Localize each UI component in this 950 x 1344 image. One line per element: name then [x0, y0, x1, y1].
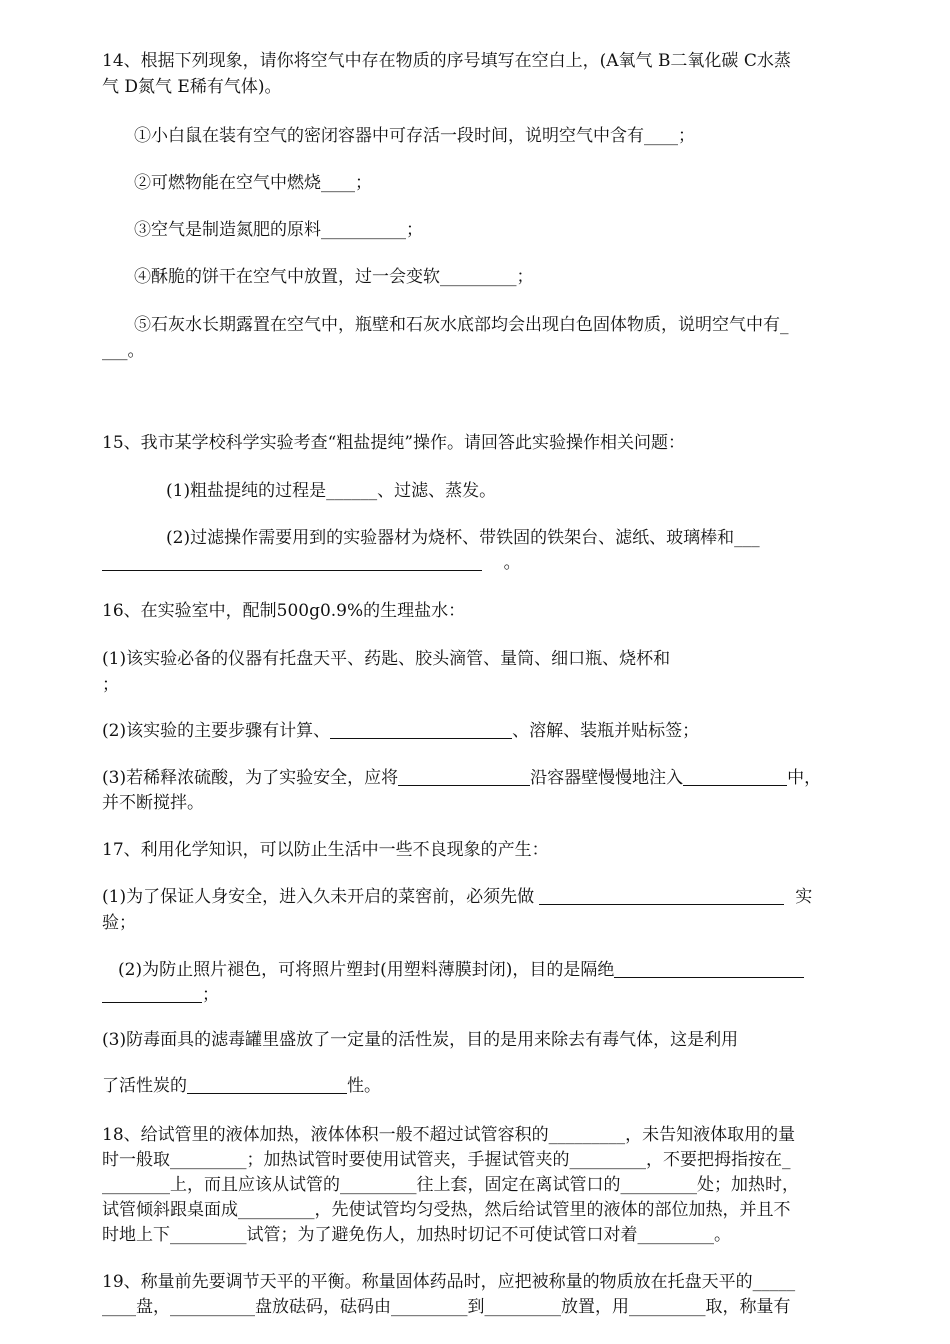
q16-part-2-text-end: 、溶解、装瓶并贴标签； — [512, 721, 700, 741]
q16-part-3-text-mid: 沿容器壁慢慢地注入 — [530, 768, 684, 788]
q19-line-1: 19、称量前先要调节天平的平衡。称量固体药品时，应把被称量的物质放在托盘天平的_____ — [102, 1272, 796, 1292]
q14-line-2: 气 D氮气 E稀有气体)。 — [102, 77, 282, 97]
q14-item-5: ⑤石灰水长期露置在空气中，瓶壁和石灰水底部均会出现白色固体物质，说明空气中有_ — [134, 315, 789, 335]
q15-title: 15、我市某学校科学实验考查“粗盐提纯”操作。请回答此实验操作相关问题： — [102, 433, 686, 453]
q15-part-2-cont — [102, 550, 521, 576]
q17-part-1-cont: 验； — [102, 913, 136, 933]
q18-line-1: 18、给试管里的液体加热，液体体积一般不超过试管容积的_________，未告知液体取用的量 — [102, 1125, 796, 1145]
q16-part-1: (1)该实验必备的仪器有托盘天平、药匙、胶头滴管、量筒、细口瓶、烧杯和 — [102, 649, 671, 669]
q16-part-3-cont: 并不断搅拌。 — [102, 793, 204, 813]
q16-part-3-text: (3)若稀释浓硫酸，为了实验安全，应将 — [102, 768, 399, 788]
q14-item-2: ②可燃物能在空气中燃烧____； — [134, 173, 372, 193]
answer-blank — [187, 1075, 347, 1094]
q16-part-2 — [102, 718, 699, 744]
q18-line-2: 时一般取_________；加热试管时要使用试管夹，手握试管夹的_________，不要把拇指按在_ — [102, 1150, 791, 1170]
q18-line-4: 试管倾斜跟桌面成_________，先使试管均匀受热，然后给试管里的液体的部位加热，并且不 — [102, 1200, 791, 1220]
q15-part-2-end: 。 — [503, 553, 521, 573]
q17-part-2-text: (2)为防止照片褪色，可将照片塑封(用塑料薄膜封闭)，目的是隔绝 — [118, 960, 615, 980]
q16-part-3 — [102, 765, 821, 791]
q17-title: 17、利用化学知识，可以防止生活中一些不良现象的产生： — [102, 840, 549, 860]
q16-part-2-text: (2)该实验的主要步骤有计算、 — [102, 721, 331, 741]
q16-part-3-text-end: 中， — [787, 768, 822, 788]
answer-blank — [539, 886, 784, 905]
q18-line-5: 时地上下_________试管；为了避免伤人，加热时切记不可使试管口对着_________。 — [102, 1225, 731, 1245]
q17-part-3-text: 了活性炭的 — [102, 1076, 187, 1096]
q14-item-1: ①小白鼠在装有空气的密闭容器中可存活一段时间，说明空气中含有____； — [134, 126, 695, 146]
q17-part-1-text-end: 实 — [795, 887, 813, 907]
q15-part-1: (1)粗盐提纯的过程是______、过滤、蒸发。 — [166, 481, 497, 501]
answer-blank — [330, 720, 512, 739]
q19-line-2: ____盘，__________盘放砝码，砝码由_________到_________放置，用_________取，称量有 — [102, 1297, 791, 1317]
answer-blank — [102, 984, 202, 1003]
q14-line-1: 14、根据下列现象，请你将空气中存在物质的序号填写在空白上，(A氧气 B二氧化碳 C水蒸 — [102, 51, 791, 71]
answer-blank — [683, 767, 787, 786]
q18-line-3: ________上，而且应该从试管的_________往上套，固定在离试管口的_________处；加热时， — [102, 1175, 799, 1195]
answer-blank — [614, 959, 804, 978]
q17-part-3-cont — [102, 1073, 381, 1099]
q17-part-1-text: (1)为了保证人身安全，进入久未开启的菜窖前，必须先做 — [102, 887, 540, 907]
q17-part-2 — [118, 957, 804, 983]
q17-part-1 — [102, 884, 812, 910]
q15-part-2: (2)过滤操作需要用到的实验器材为烧杯、带铁固的铁架台、滤纸、玻璃棒和___ — [166, 528, 760, 548]
q16-title: 16、在实验室中，配制500g0.9%的生理盐水： — [102, 601, 466, 621]
q14-item-3: ③空气是制造氮肥的原料__________； — [134, 220, 423, 240]
q16-part-1-cont: ； — [102, 675, 119, 695]
q14-item-5-cont: ___。 — [102, 341, 145, 361]
q17-part-2-text-end: ； — [202, 985, 219, 1005]
q17-part-3-text-end: 性。 — [347, 1076, 381, 1096]
q17-part-2-cont — [102, 982, 219, 1008]
q17-part-3: (3)防毒面具的滤毒罐里盛放了一定量的活性炭，目的是用来除去有毒气体，这是利用 — [102, 1030, 739, 1050]
answer-blank — [102, 552, 482, 571]
q14-item-4: ④酥脆的饼干在空气中放置，过一会变软_________； — [134, 267, 534, 287]
answer-blank — [398, 767, 530, 786]
